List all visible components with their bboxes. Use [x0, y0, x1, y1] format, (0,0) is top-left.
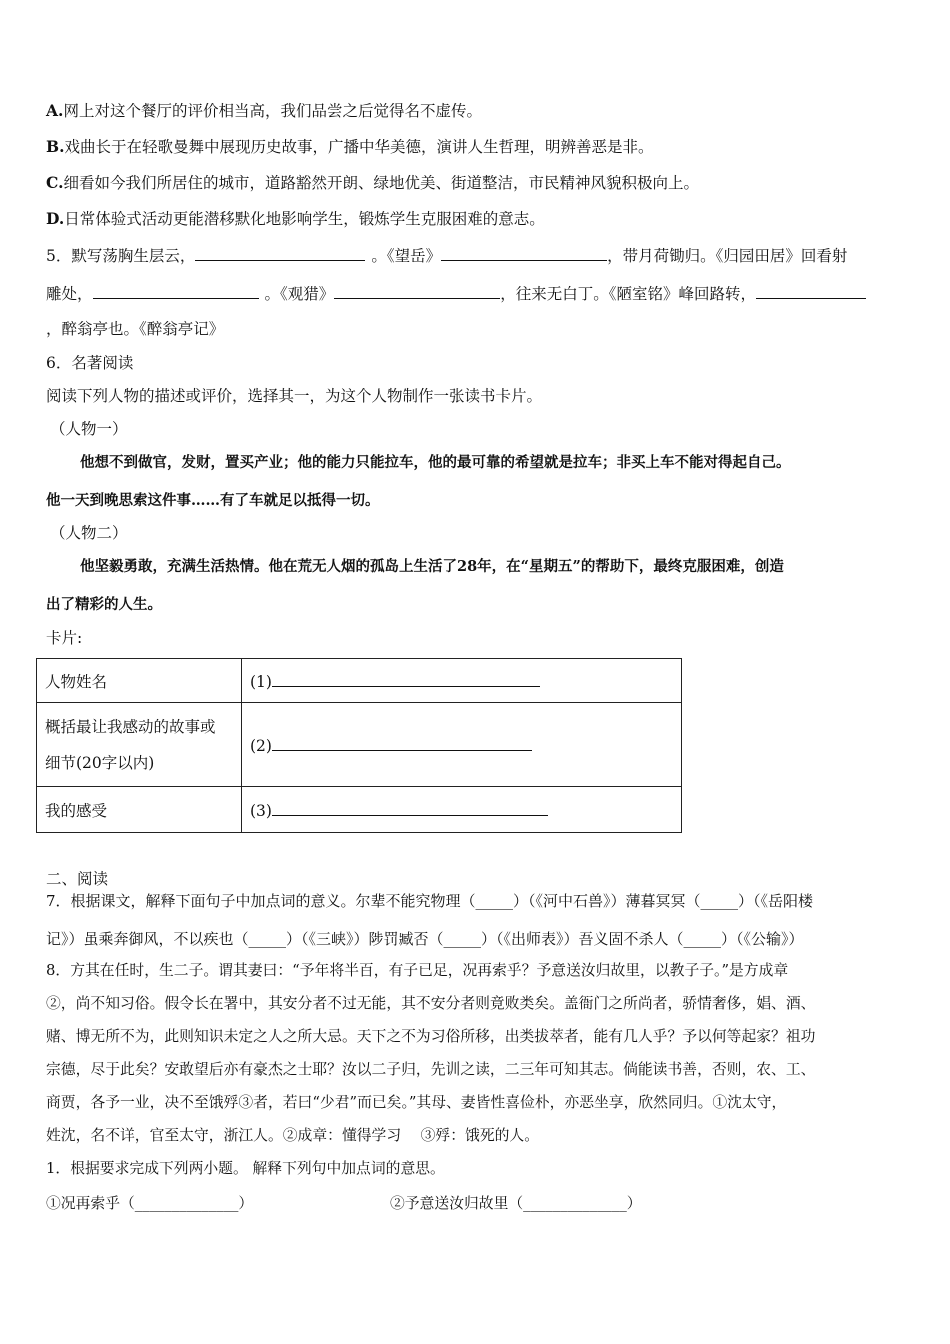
person2-desc-line1: 他坚毅勇敢，充满生活热情。他在荒无人烟的孤岛上生活了28年，在“星期五”的帮助下，最终克服困难，创造 — [80, 558, 784, 575]
q8-line-1: 8．方其在任时，生二子。谓其妻曰：“予年将半百，有子已足，况再索乎？予意送汝归故里，以教子子。”是方成章 — [46, 962, 789, 979]
q8-line-6: 姓沈，名不详，官至太守，浙江人。②成章：懂得学习 ③殍：饿死的人。 — [46, 1127, 540, 1144]
row-number: (3) — [250, 802, 272, 820]
q6-intro: 阅读下列人物的描述或评价，选择其一，为这个人物制作一张读书卡片。 — [46, 387, 543, 405]
answer-blank[interactable] — [272, 799, 548, 816]
card-label: 卡片: — [46, 629, 83, 647]
option-text: 网上对这个餐厅的评价相当高，我们品尝之后觉得名不虚传。 — [63, 102, 482, 120]
option-a — [46, 100, 482, 122]
q5-text: 雕处， — [46, 285, 93, 303]
q5-text: 5．默写荡胸生层云， — [46, 247, 196, 265]
answer-blank[interactable] — [441, 244, 607, 261]
person1-label: （人物一） — [50, 420, 128, 438]
q8-sub-item-1: ①况再索乎（______________） — [46, 1195, 254, 1212]
q5-line-1 — [46, 244, 847, 267]
q8-sub-item-2: ②予意送汝归故里（______________） — [390, 1195, 642, 1212]
q5-line-2 — [46, 282, 866, 305]
option-letter: B. — [46, 137, 65, 156]
row-label-line: 概括最让我感动的故事或 — [45, 717, 216, 736]
answer-blank[interactable] — [334, 282, 500, 299]
q8-line-3: 赌、博无所不为，此则知识未定之人之所大忌。天下之不为习俗所移，出类拔萃者，能有几人乎？予以何等起家？祖功 — [46, 1028, 816, 1045]
q5-text: ，带月荷锄归。《归园田居》回看射 — [607, 247, 848, 265]
q7-line-1: 7．根据课文，解释下面句子中加点词的意义。尔辈不能究物理（_____）（《河中石兽》）薄暮冥冥（_____）（《岳阳楼 — [46, 892, 814, 910]
option-letter: C. — [46, 173, 64, 192]
row-answer — [242, 787, 682, 833]
table-row — [37, 703, 682, 787]
row-label: 我的感受 — [37, 787, 242, 833]
q5-line-3: ，醉翁亭也。《醉翁亭记》 — [46, 320, 225, 338]
person2-label: （人物二） — [50, 524, 128, 542]
person1-desc-line1: 他想不到做官，发财，置买产业；他的能力只能拉车，他的最可靠的希望就是拉车；非买上车不能对得起自己。 — [80, 454, 791, 471]
option-text: 日常体验式活动更能潜移默化地影响学生，锻炼学生克服困难的意志。 — [64, 210, 545, 228]
option-text: 细看如今我们所居住的城市，道路豁然开朗、绿地优美、街道整洁，市民精神风貌积极向上。 — [63, 174, 699, 192]
option-d — [46, 208, 545, 230]
answer-blank[interactable] — [93, 282, 259, 299]
row-number: (1) — [250, 673, 272, 691]
answer-blank[interactable] — [195, 244, 365, 261]
q8-sub-question: 1．根据要求完成下列两小题。 解释下列句中加点词的意思。 — [46, 1160, 445, 1177]
table-row — [37, 659, 682, 703]
section-heading: 二、阅读 — [46, 870, 109, 888]
q5-text: 。《望岳》 — [371, 247, 442, 265]
reading-card-table — [36, 658, 682, 833]
option-b — [46, 136, 654, 158]
row-answer — [242, 703, 682, 787]
q5-text: ，往来无白丁。《陋室铭》峰回路转， — [500, 285, 757, 303]
row-number: (2) — [250, 737, 272, 755]
q7-line-2: 记》）虽乘奔御风，不以疾也（_____）（《三峡》）陟罚臧否（_____）（《出师表》）吾义固不杀人（_____）（《公输》） — [46, 930, 804, 948]
q6-title: 6．名著阅读 — [46, 354, 134, 372]
option-letter: D. — [46, 209, 65, 228]
q8-line-2: ②，尚不知习俗。假令长在署中，其安分者不过无能，其不安分者则竟败类矣。盖衙门之所尚者，骄情奢侈，娼、酒、 — [46, 995, 816, 1012]
table-row — [37, 787, 682, 833]
q8-line-5: 商贾，各予一业，决不至饿殍③者，若曰“少君”而已矣。”其母、妻皆性喜俭朴，亦恶坐享，欣然同归。①沈太守， — [46, 1094, 787, 1111]
row-answer — [242, 659, 682, 703]
q5-text: 。《观猎》 — [264, 285, 335, 303]
row-label: 人物姓名 — [37, 659, 242, 703]
option-c — [46, 172, 699, 194]
answer-blank[interactable] — [756, 282, 866, 299]
option-text: 戏曲长于在轻歌曼舞中展现历史故事，广播中华美德，演讲人生哲理，明辨善恶是非。 — [64, 138, 654, 156]
row-label — [37, 703, 242, 787]
person2-desc-line2: 出了精彩的人生。 — [46, 596, 162, 613]
row-label-line: 细节(20字以内) — [45, 753, 155, 772]
q8-line-4: 宗德，尽于此矣？安敢望后亦有豪杰之士耶？汝以二子归，先训之读，二三年可知其志。倘能读书善，否则，农、工、 — [46, 1061, 816, 1078]
person1-desc-line2: 他一天到晚思索这件事……有了车就足以抵得一切。 — [46, 492, 380, 509]
answer-blank[interactable] — [272, 670, 540, 687]
option-letter: A. — [46, 101, 64, 120]
answer-blank[interactable] — [272, 734, 532, 751]
